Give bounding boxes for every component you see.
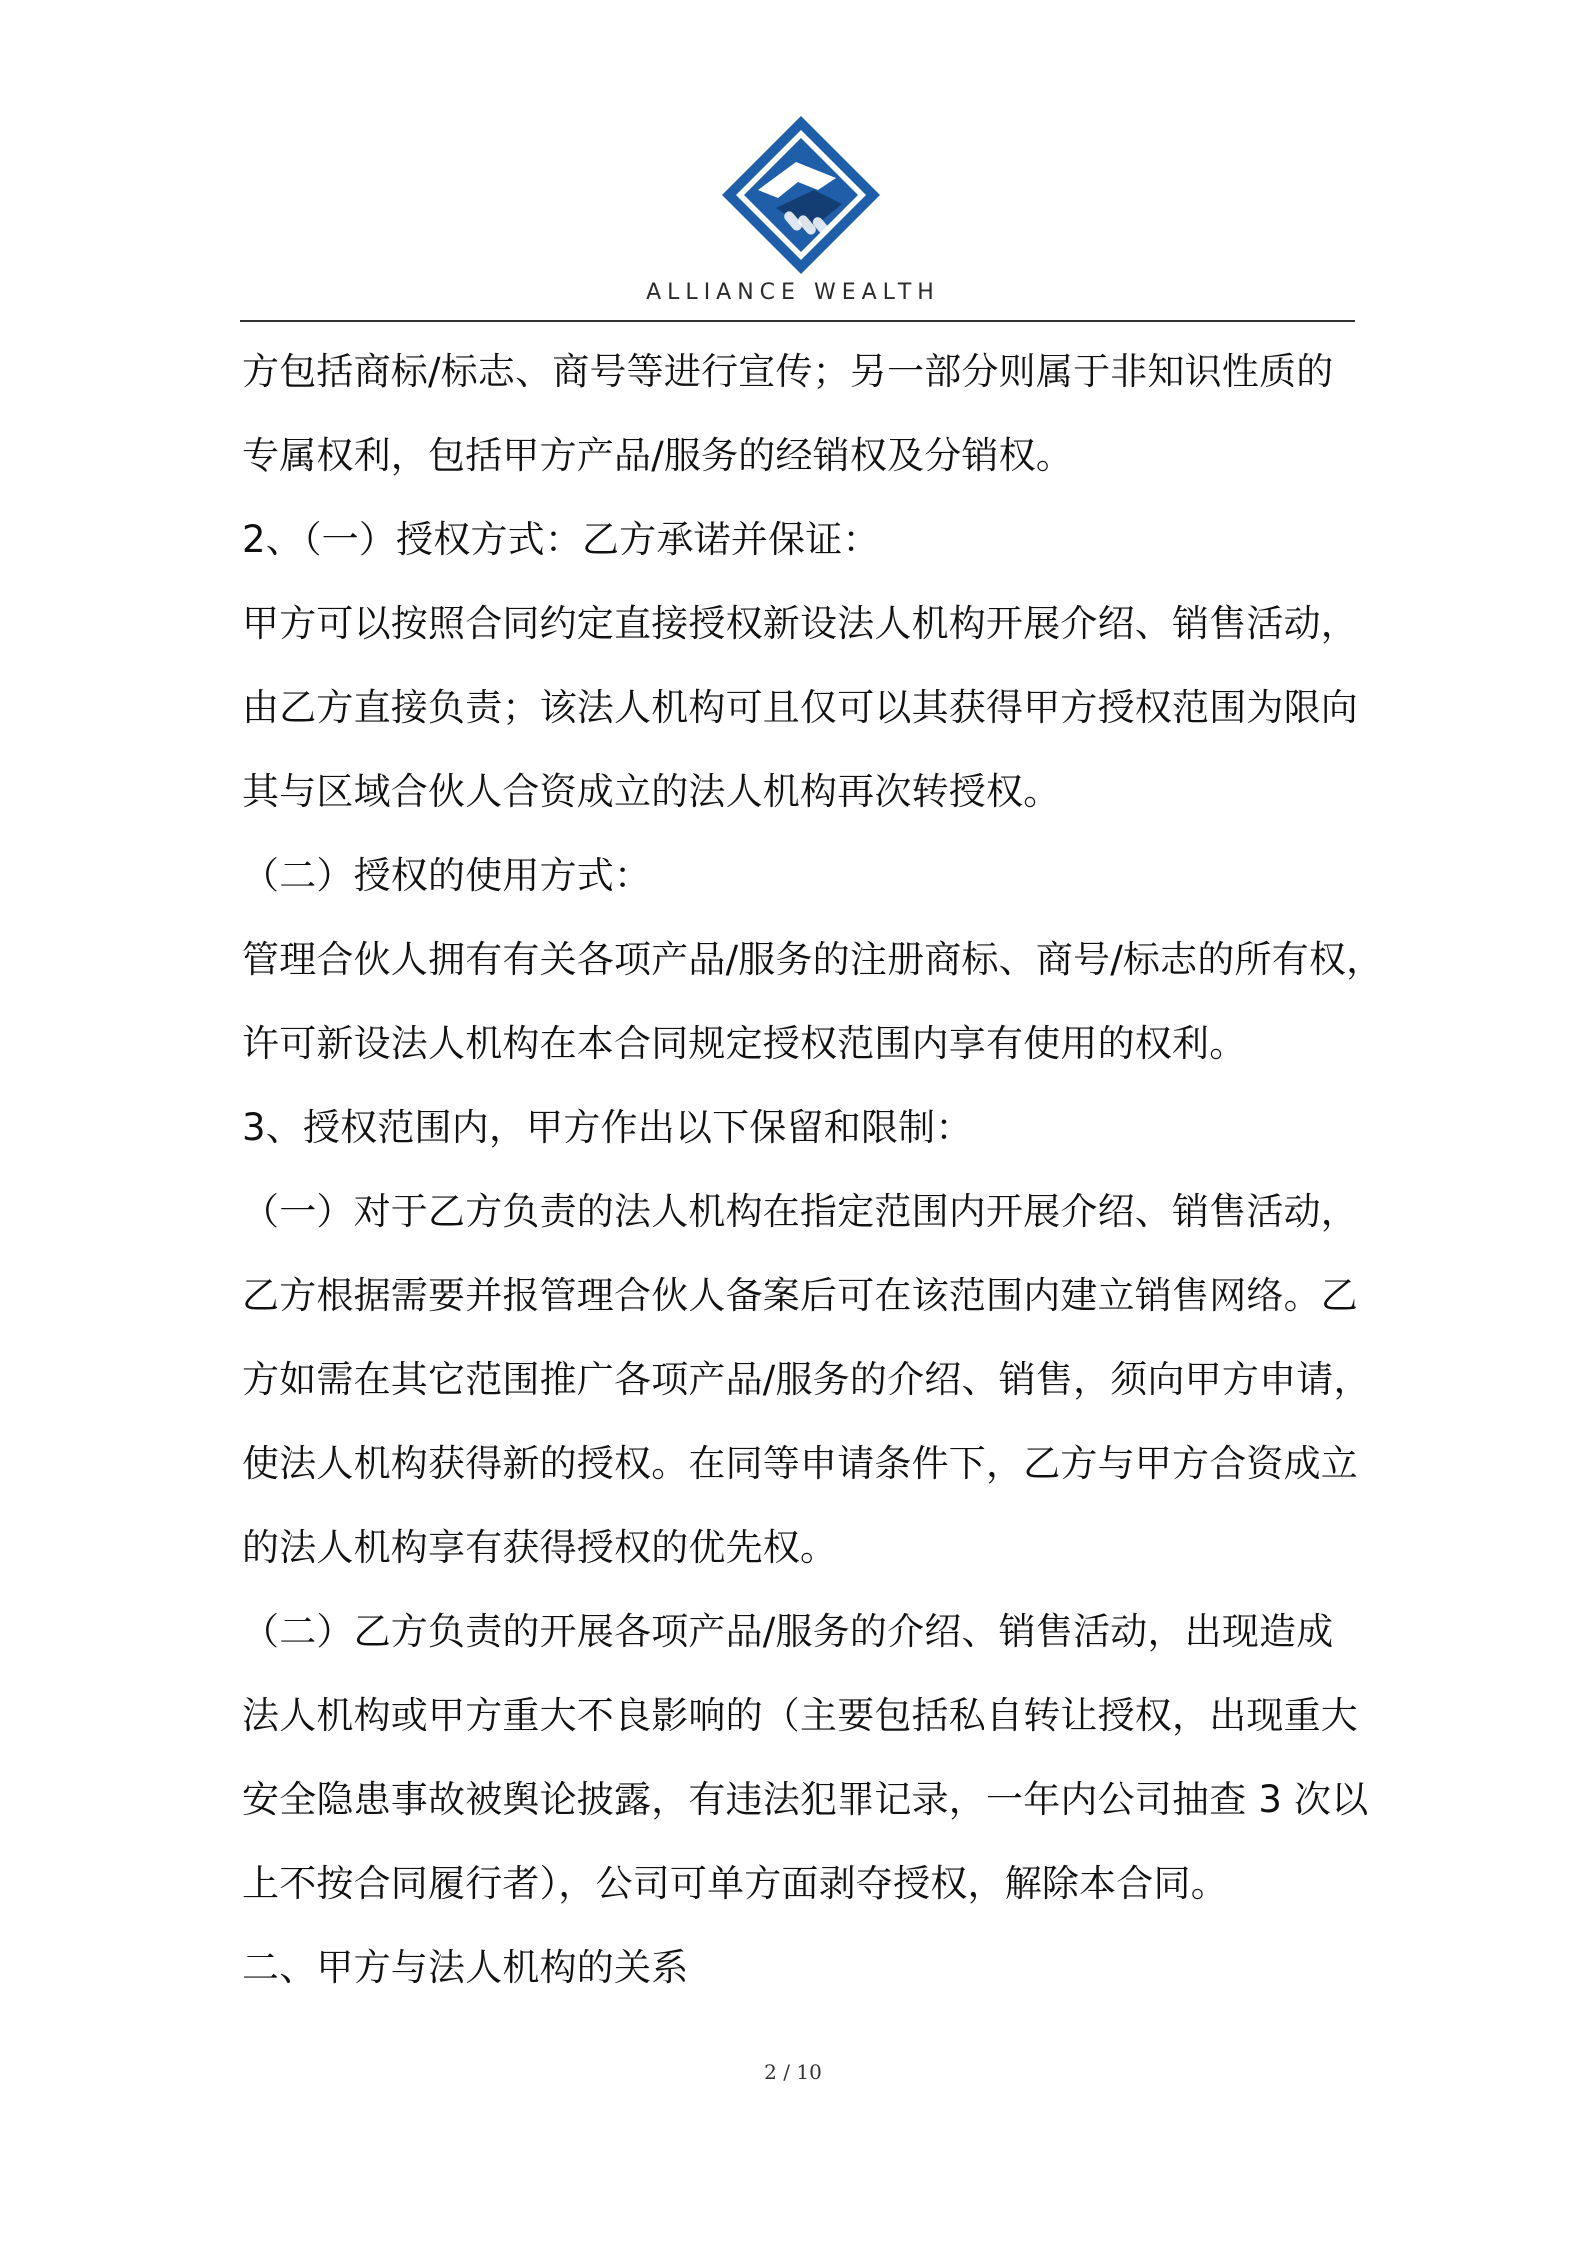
body-line: 甲方可以按照合同约定直接授权新设法人机构开展介绍、销售活动， [242,602,1358,645]
body-line: 方包括商标/标志、商号等进行宣传；另一部分则属于非知识性质的 [242,350,1334,393]
body-line: 其与区域合伙人合资成立的法人机构再次转授权。 [242,770,1061,813]
body-line: （一）对于乙方负责的法人机构在指定范围内开展介绍、销售活动， [242,1190,1358,1233]
body-line: 上不按合同履行者），公司可单方面剥夺授权，解除本合同。 [242,1862,1228,1905]
body-line: （二）乙方负责的开展各项产品/服务的介绍、销售活动，出现造成 [242,1610,1334,1653]
section-heading: 二、甲方与法人机构的关系 [242,1946,689,1989]
body-line: 管理合伙人拥有有关各项产品/服务的注册商标、商号/标志的所有权， [242,938,1384,981]
body-line: （二）授权的使用方式： [242,854,652,897]
header-divider [240,320,1355,322]
handshake-logo-icon [718,112,884,278]
body-line: 方如需在其它范围推广各项产品/服务的介绍、销售，须向甲方申请， [242,1358,1371,1401]
document-body [242,330,1384,2010]
brand-name: ALLIANCE WEALTH [646,280,940,305]
body-line: 3、授权范围内，甲方作出以下保留和限制： [242,1106,973,1149]
body-line: 使法人机构获得新的授权。在同等申请条件下，乙方与甲方合资成立 [242,1442,1358,1485]
body-line: 安全隐患事故被舆论披露，有违法犯罪记录，一年内公司抽查 3 次以 [242,1778,1369,1821]
body-line: 的法人机构享有获得授权的优先权。 [242,1526,838,1569]
body-line: 专属权利，包括甲方产品/服务的经销权及分销权。 [242,434,1074,477]
body-line: 法人机构或甲方重大不良影响的（主要包括私自转让授权，出现重大 [242,1694,1358,1737]
body-line: 许可新设法人机构在本合同规定授权范围内享有使用的权利。 [242,1022,1247,1065]
body-line: 2、（一）授权方式：乙方承诺并保证： [242,518,880,561]
body-line: 乙方根据需要并报管理合伙人备案后可在该范围内建立销售网络。乙 [242,1274,1358,1317]
body-line: 由乙方直接负责；该法人机构可且仅可以其获得甲方授权范围为限向 [242,686,1358,729]
page-number: 2 / 10 [764,2060,822,2084]
page-header [0,0,1586,330]
